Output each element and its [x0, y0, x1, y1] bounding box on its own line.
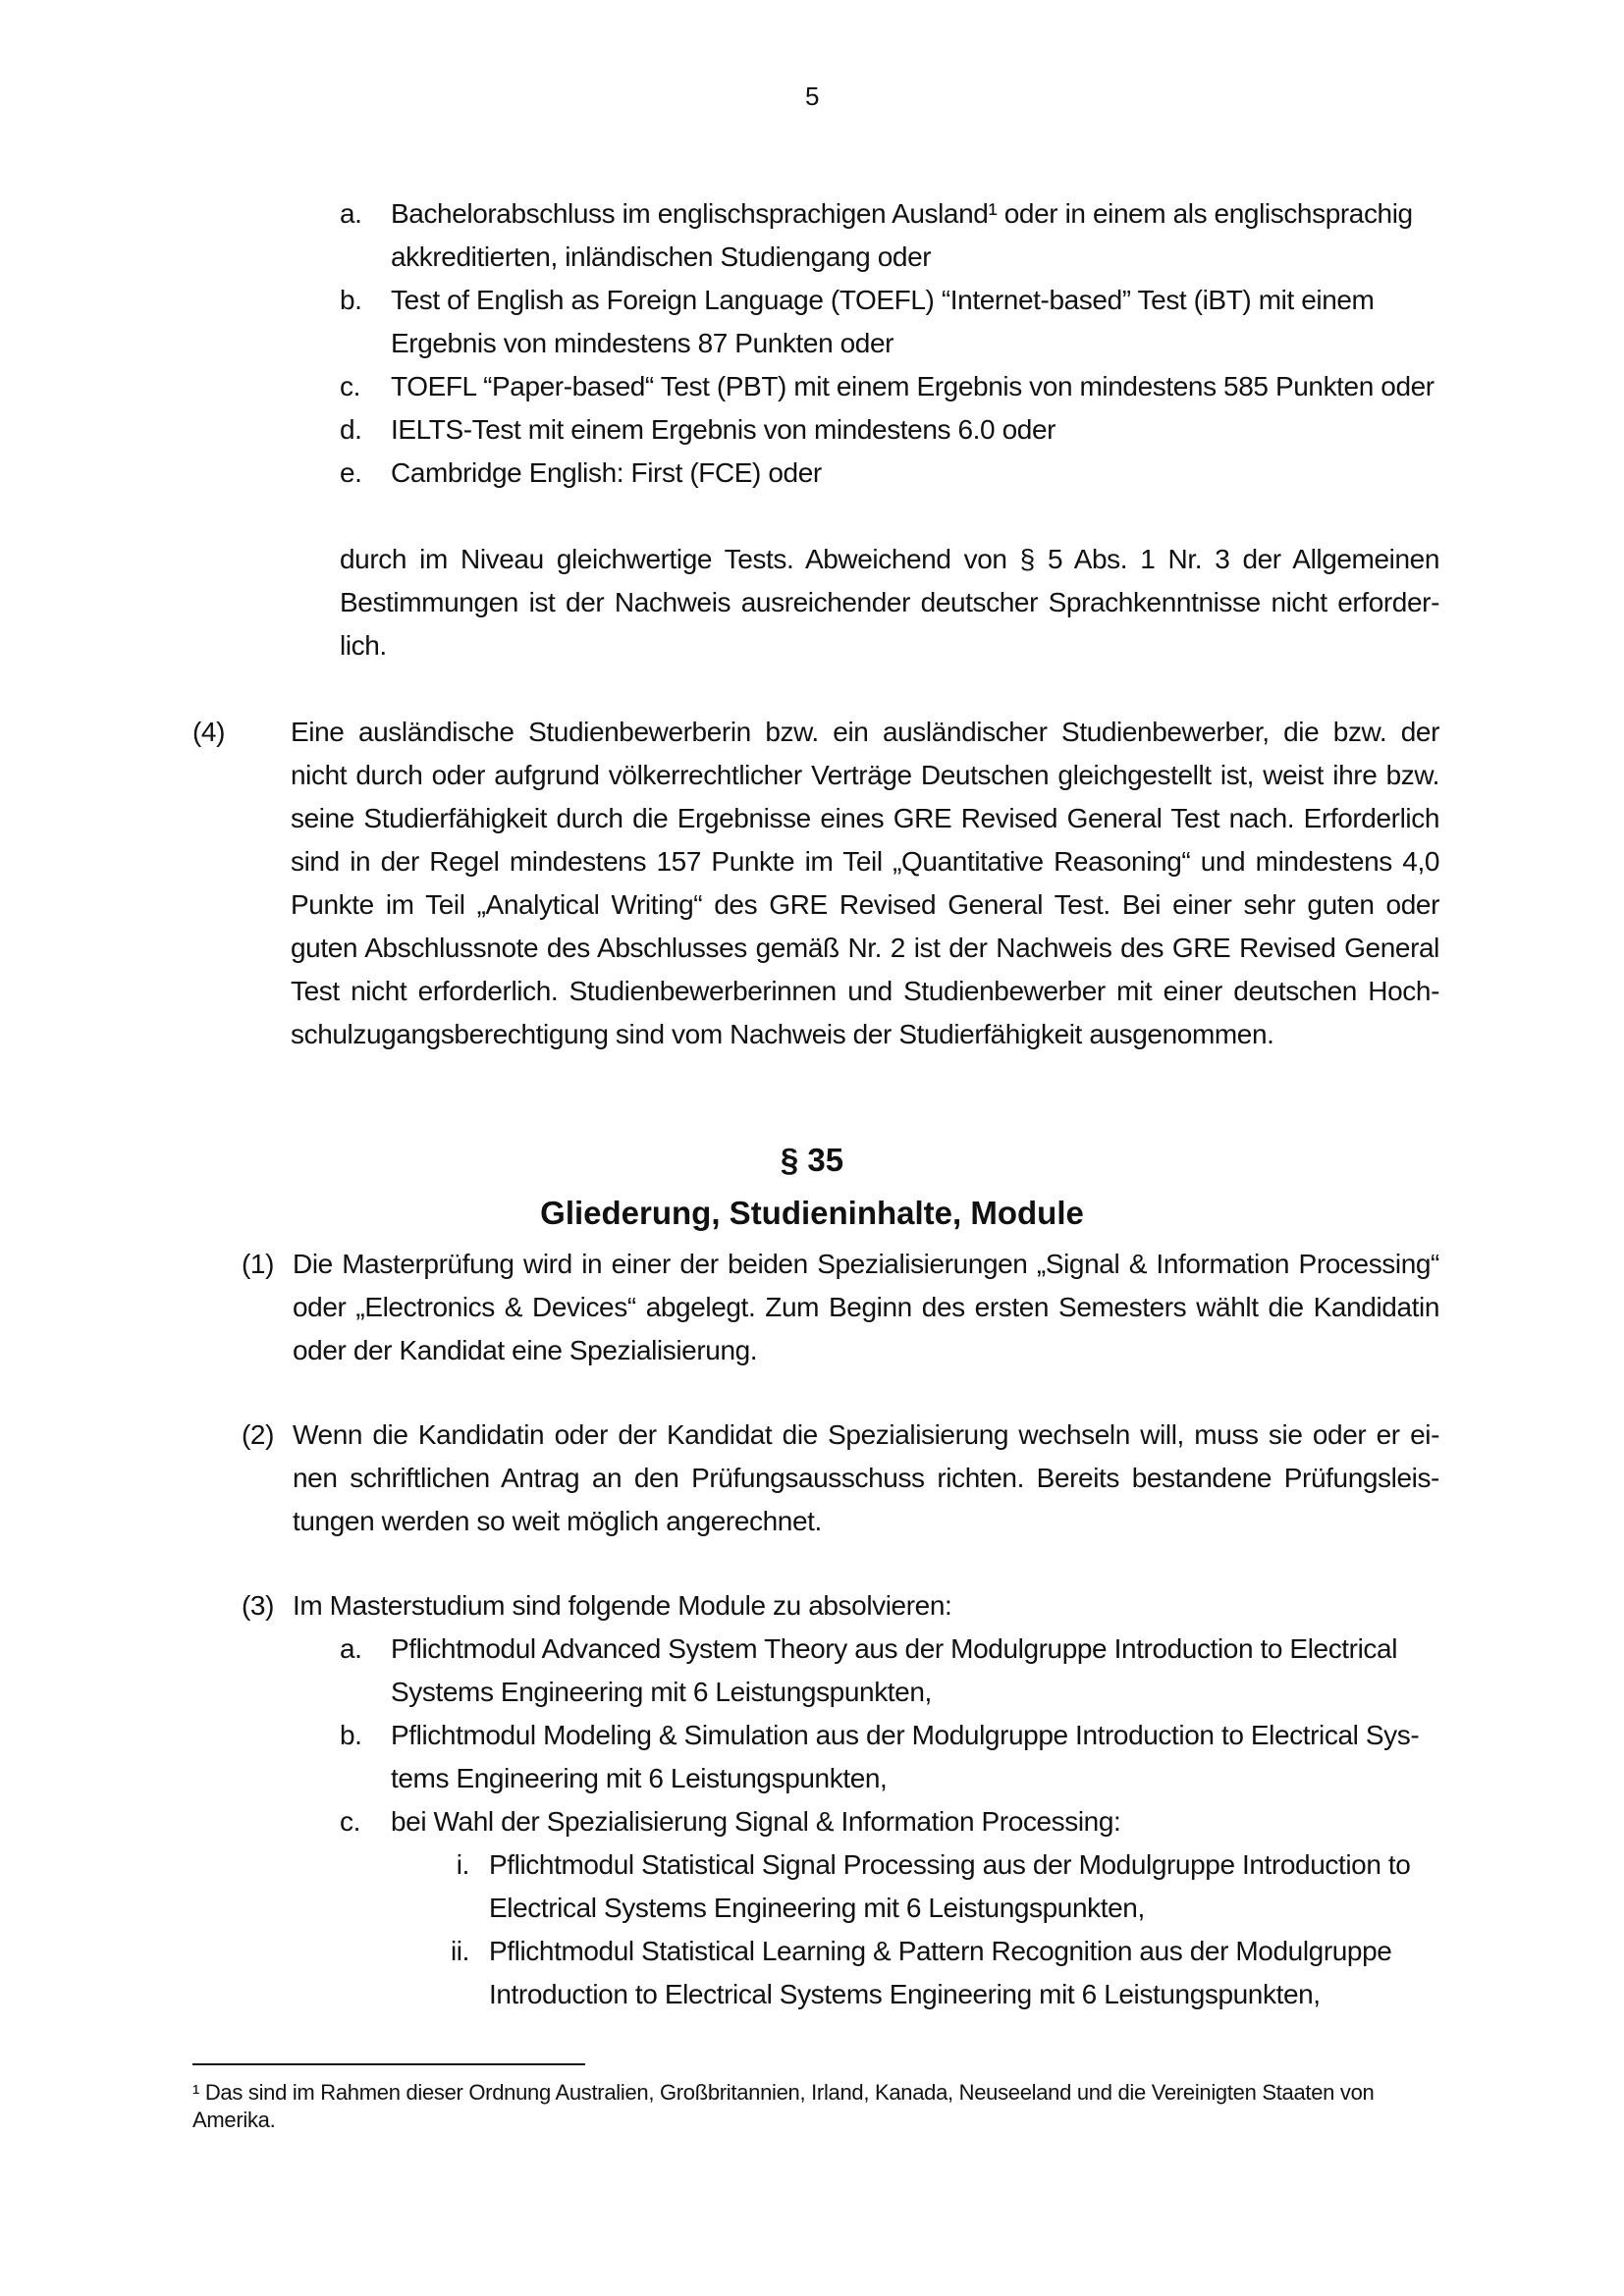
list-continuation-text: durch im Niveau gleichwertige Tests. Abweichend von § 5 Abs. 1 Nr. 3 der Allgemeinen Bestimmungen ist der Nachweis ausreichender deutscher Sprachkenntnisse nicht erforder-lich. — [340, 544, 1439, 661]
paragraph-text: Die Masterprüfung wird in einer der beiden Spezialisierungen „Signal & Information Processing“ oder „Electronics & Devices“ abgelegt. Zum Beginn des ersten Semesters wählt die Kandidatin oder der Kandidat eine Spezialisierung. — [293, 1249, 1439, 1365]
language-test-list — [340, 192, 1439, 495]
list-marker: a. — [340, 1633, 362, 1664]
list-item — [340, 1628, 1439, 1714]
list-marker: c. — [340, 1806, 360, 1837]
section-paragraph-3 — [242, 1584, 1439, 1628]
list-item — [340, 1800, 1439, 2016]
section-paragraph-2 — [242, 1414, 1439, 1543]
paragraph-text: Wenn die Kandidatin oder der Kandidat die Spezialisierung wechseln will, muss sie oder er ei-nen schriftlichen Antrag an den Prüfungsausschuss richten. Bereits bestandene Prüfungsleis-tungen werden so weit möglich angerechnet. — [293, 1419, 1439, 1536]
list-item — [340, 408, 1439, 452]
sub-module-list — [391, 1843, 1439, 2016]
list-marker: a. — [340, 198, 362, 229]
list-marker: e. — [340, 457, 362, 488]
footnote: ¹ Das sind im Rahmen dieser Ordnung Australien, Großbritannien, Irland, Kanada, Neuseeland und die Vereinigten Staaten von Amerika. — [192, 2080, 1375, 2132]
paragraph-text: Eine ausländische Studienbewerberin bzw. ein ausländischer Studienbewerber, die bzw. der nicht durch oder aufgrund völkerrechtlicher Verträge Deutschen gleichgestellt ist, weist ihre bzw. seine Studierfähigkeit durch die Ergebnisse eines GRE Revised General Test nach. Erforderlich sind in der Regel mindestens 157 Punkte im Teil „Quantitative Reasoning“ und mindestens 4,0 Punkte im Teil „Analytical Writing“ des GRE Revised General Test. Bei einer sehr guten oder guten Abschlussnote des Abschlusses gemäß Nr. 2 ist der Nachweis des GRE Revised General Test nicht erforderlich. Studienbewerberinnen und Studienbewerber mit einer deutschen Hoch-schulzugangsberechtigung sind vom Nachweis der Studierfähigkeit ausgenommen. — [291, 717, 1439, 1049]
list-marker: b. — [340, 1720, 362, 1750]
paragraph-4 — [192, 711, 1439, 1056]
paragraph-text: Im Masterstudium sind folgende Module zu absolvieren: — [293, 1590, 952, 1621]
section-paragraph-1 — [242, 1243, 1439, 1372]
list-item — [340, 1714, 1439, 1800]
list-item-text: Pflichtmodul Statistical Signal Processing aus der Modulgruppe Introduction to Electrical Systems Engineering mit 6 Leistungspunkten, — [489, 1849, 1411, 1923]
footnote-separator — [192, 2063, 585, 2065]
list-item-text: Test of English as Foreign Language (TOEFL) “Internet-based” Test (iBT) mit einem Ergebnis von mindestens 87 Punkten oder — [391, 285, 1375, 358]
list-item — [340, 365, 1439, 408]
list-item-text: TOEFL “Paper-based“ Test (PBT) mit einem Ergebnis von mindestens 585 Punkten oder — [391, 371, 1435, 401]
list-item-text: Bachelorabschluss im englischsprachigen Ausland¹ oder in einem als englischsprachig akkreditierten, inländischen Studiengang oder — [391, 198, 1413, 272]
paragraph-number: (4) — [192, 717, 226, 747]
list-marker: ii. — [450, 1936, 469, 1966]
paragraph-number: (3) — [242, 1590, 275, 1621]
list-item — [340, 192, 1439, 279]
list-item — [340, 279, 1439, 365]
section-number: § 35 — [780, 1142, 844, 1178]
list-marker: b. — [340, 285, 362, 315]
list-item — [391, 1930, 1439, 2016]
paragraph-number: (2) — [242, 1419, 275, 1450]
list-item-text: Cambridge English: First (FCE) oder — [391, 457, 822, 488]
list-marker: i. — [456, 1849, 469, 1880]
list-marker: d. — [340, 414, 362, 445]
module-list — [340, 1628, 1439, 2016]
list-item-text: IELTS-Test mit einem Ergebnis von mindestens 6.0 oder — [391, 414, 1056, 445]
page-number: 5 — [804, 81, 820, 111]
list-item — [340, 452, 1439, 495]
list-item-text: bei Wahl der Spezialisierung Signal & Information Processing: — [391, 1806, 1121, 1837]
list-item-text: Pflichtmodul Modeling & Simulation aus der Modulgruppe Introduction to Electrical Sys-tems Engineering mit 6 Leistungspunkten, — [391, 1720, 1420, 1793]
list-item-text: Pflichtmodul Advanced System Theory aus der Modulgruppe Introduction to Electrical Systems Engineering mit 6 Leistungspunkten, — [391, 1633, 1398, 1707]
list-item-text: Pflichtmodul Statistical Learning & Pattern Recognition aus der Modulgruppe Introduction to Electrical Systems Engineering mit 6 Leistungspunkten, — [489, 1936, 1392, 2009]
list-marker: c. — [340, 371, 360, 401]
paragraph-number: (1) — [242, 1249, 275, 1279]
list-item — [391, 1843, 1439, 1930]
section-title: Gliederung, Studieninhalte, Module — [540, 1195, 1084, 1231]
